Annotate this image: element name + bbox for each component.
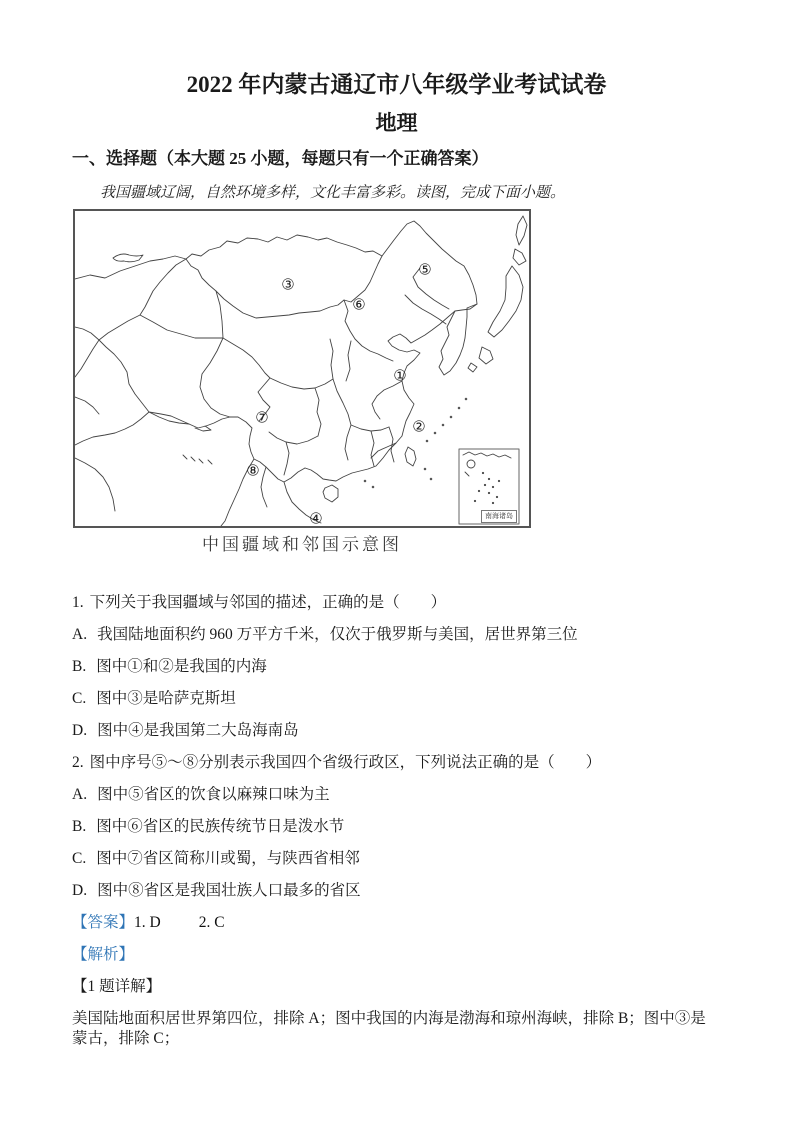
answer-label: 【答案】 <box>72 914 135 931</box>
question-2-option-d <box>72 881 721 901</box>
china-map-svg <box>75 211 529 526</box>
option-label: B. <box>72 658 87 675</box>
analysis-line <box>72 945 721 965</box>
option-text: 图中①和②是我国的内海 <box>96 658 267 675</box>
question-1-option-d <box>72 721 721 741</box>
question-1-number: 1. <box>72 594 84 611</box>
map-marker-8: ⑧ <box>246 463 260 480</box>
question-1-option-a <box>72 625 721 645</box>
answer-value-1: 1. D <box>134 914 161 931</box>
question-1-option-b <box>72 657 721 677</box>
question-1-option-c <box>72 689 721 709</box>
explanation-text: 美国陆地面积居世界第四位，排除 A；图中我国的内海是渤海和琼州海峡，排除 B；图中③是蒙古，排除 C； <box>72 1010 706 1047</box>
option-text: 图中⑤省区的饮食以麻辣口味为主 <box>97 786 330 803</box>
analysis-label: 【解析】 <box>72 946 135 963</box>
answer-line <box>72 913 721 933</box>
option-label: D. <box>72 882 88 899</box>
option-text: 图中④是我国第二大岛海南岛 <box>97 722 299 739</box>
map-marker-2: ② <box>412 419 426 436</box>
map-marker-4: ④ <box>309 511 323 528</box>
map-marker-5: ⑤ <box>418 262 432 279</box>
option-label: C. <box>72 850 87 867</box>
detail-heading: 【1 题详解】 <box>72 978 162 995</box>
option-text: 我国陆地面积约 960 万平方千米，仅次于俄罗斯与美国，居世界第三位 <box>97 626 578 643</box>
question-block <box>72 593 721 1049</box>
question-2-option-b <box>72 817 721 837</box>
map-marker-1: ① <box>393 368 407 385</box>
question-2-number: 2. <box>72 754 84 771</box>
south-china-sea-inset-label: 南海诸岛 <box>481 510 517 523</box>
section-heading: 一、选择题（本大题 25 小题，每题只有一个正确答案） <box>72 149 489 168</box>
intro-text: 我国疆域辽阔，自然环境多样，文化丰富多彩。读图，完成下面小题。 <box>100 185 566 201</box>
option-label: A. <box>72 626 88 643</box>
subject-title: 地理 <box>375 111 418 135</box>
page-title: 2022 年内蒙古通辽市八年级学业考试试卷 <box>186 72 607 97</box>
map-caption: 中国疆域和邻国示意图 <box>202 535 402 554</box>
map-marker-6: ⑥ <box>352 297 366 314</box>
question-2-option-a <box>72 785 721 805</box>
option-text: 图中⑧省区是我国壮族人口最多的省区 <box>97 882 361 899</box>
question-2-stem-text: 图中序号⑤～⑧分别表示我国四个省级行政区，下列说法正确的是（ ） <box>89 754 602 771</box>
option-text: 图中⑥省区的民族传统节日是泼水节 <box>96 818 345 835</box>
china-map-figure <box>73 209 531 555</box>
option-text: 图中③是哈萨克斯坦 <box>96 690 236 707</box>
option-label: A. <box>72 786 88 803</box>
china-map-frame <box>73 209 531 528</box>
map-marker-3: ③ <box>281 277 295 294</box>
question-1-stem-text: 下列关于我国疆域与邻国的描述，正确的是（ ） <box>89 594 447 611</box>
option-label: C. <box>72 690 87 707</box>
option-text: 图中⑦省区简称川或蜀，与陕西省相邻 <box>96 850 360 867</box>
question-2-option-c <box>72 849 721 869</box>
option-label: D. <box>72 722 88 739</box>
map-marker-7: ⑦ <box>255 410 269 427</box>
option-label: B. <box>72 818 87 835</box>
answer-value-2: 2. C <box>198 914 225 931</box>
question-2-stem <box>72 753 721 773</box>
question-1-stem <box>72 593 721 613</box>
